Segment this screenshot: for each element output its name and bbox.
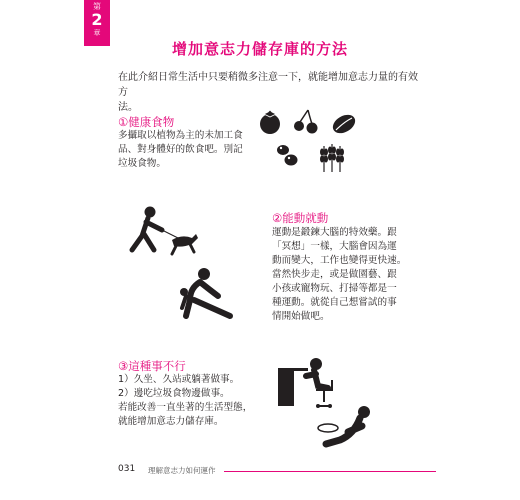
text-line: 2）邊吃垃圾食物邊做事。 bbox=[118, 388, 230, 399]
footer-rule bbox=[224, 471, 436, 472]
wheat-icon bbox=[320, 144, 344, 172]
tomato-icon bbox=[260, 110, 280, 134]
text-line: 小孩或寵物玩、打掃等都是一 bbox=[272, 283, 397, 294]
chapter-suffix: 章 bbox=[93, 29, 101, 37]
text-line: 就能增加意志力儲存庫。 bbox=[118, 416, 224, 427]
chapter-number: 2 bbox=[91, 10, 103, 29]
page-title: 增加意志力儲存庫的方法 bbox=[171, 40, 348, 58]
chapter-prefix: 第 bbox=[93, 2, 101, 11]
lying-down-icon bbox=[314, 404, 378, 454]
bean-icon bbox=[330, 111, 359, 137]
text-line: 種運動。就從自己想嘗試的事 bbox=[272, 297, 397, 308]
cherries-icon bbox=[294, 110, 318, 134]
text-line: 動而變大，工作也變得更快速。 bbox=[272, 255, 407, 266]
text-line: 情開始做吧。 bbox=[272, 311, 330, 322]
section-heading-dont: ③這種事不行 bbox=[118, 359, 186, 373]
section-heading-exercise: ②能動就動 bbox=[272, 211, 329, 225]
healthy-food-icons bbox=[256, 108, 366, 174]
text-line: 當然快步走，或是做園藝、跟 bbox=[272, 269, 397, 280]
text-line: 1）久坐、久站或躺著做事。 bbox=[118, 374, 240, 385]
section-text-healthy-food bbox=[118, 129, 268, 171]
text-line: 品、對身體好的飲食吧。別記 bbox=[118, 144, 243, 155]
text-line: 垃圾食物。 bbox=[118, 158, 166, 169]
intro-line: 在此介紹日常生活中只要稍微多注意一下，就能增加意志力量的有效方 bbox=[118, 72, 418, 98]
text-line: 若能改善一直坐著的生活型態， bbox=[118, 402, 253, 413]
section-text-exercise bbox=[272, 226, 412, 324]
text-line: 多攝取以植物為主的未加工食 bbox=[118, 130, 243, 141]
playing-with-child-icon bbox=[176, 266, 244, 322]
walking-dog-icon bbox=[126, 206, 202, 262]
section-heading-healthy-food: ①健康食物 bbox=[118, 115, 175, 129]
page-number: 031 bbox=[118, 464, 136, 474]
running-title: 理解意志力如何運作 bbox=[148, 466, 216, 475]
section-text-dont bbox=[118, 373, 278, 429]
text-line: 運動是鍛鍊大腦的特效藥。跟 bbox=[272, 227, 397, 238]
person-at-desk-icon bbox=[276, 356, 340, 410]
intro-line: 法。 bbox=[118, 102, 138, 113]
text-line: 「冥想」一樣，大腦會因為運 bbox=[272, 241, 397, 252]
beans-icon bbox=[277, 145, 298, 166]
